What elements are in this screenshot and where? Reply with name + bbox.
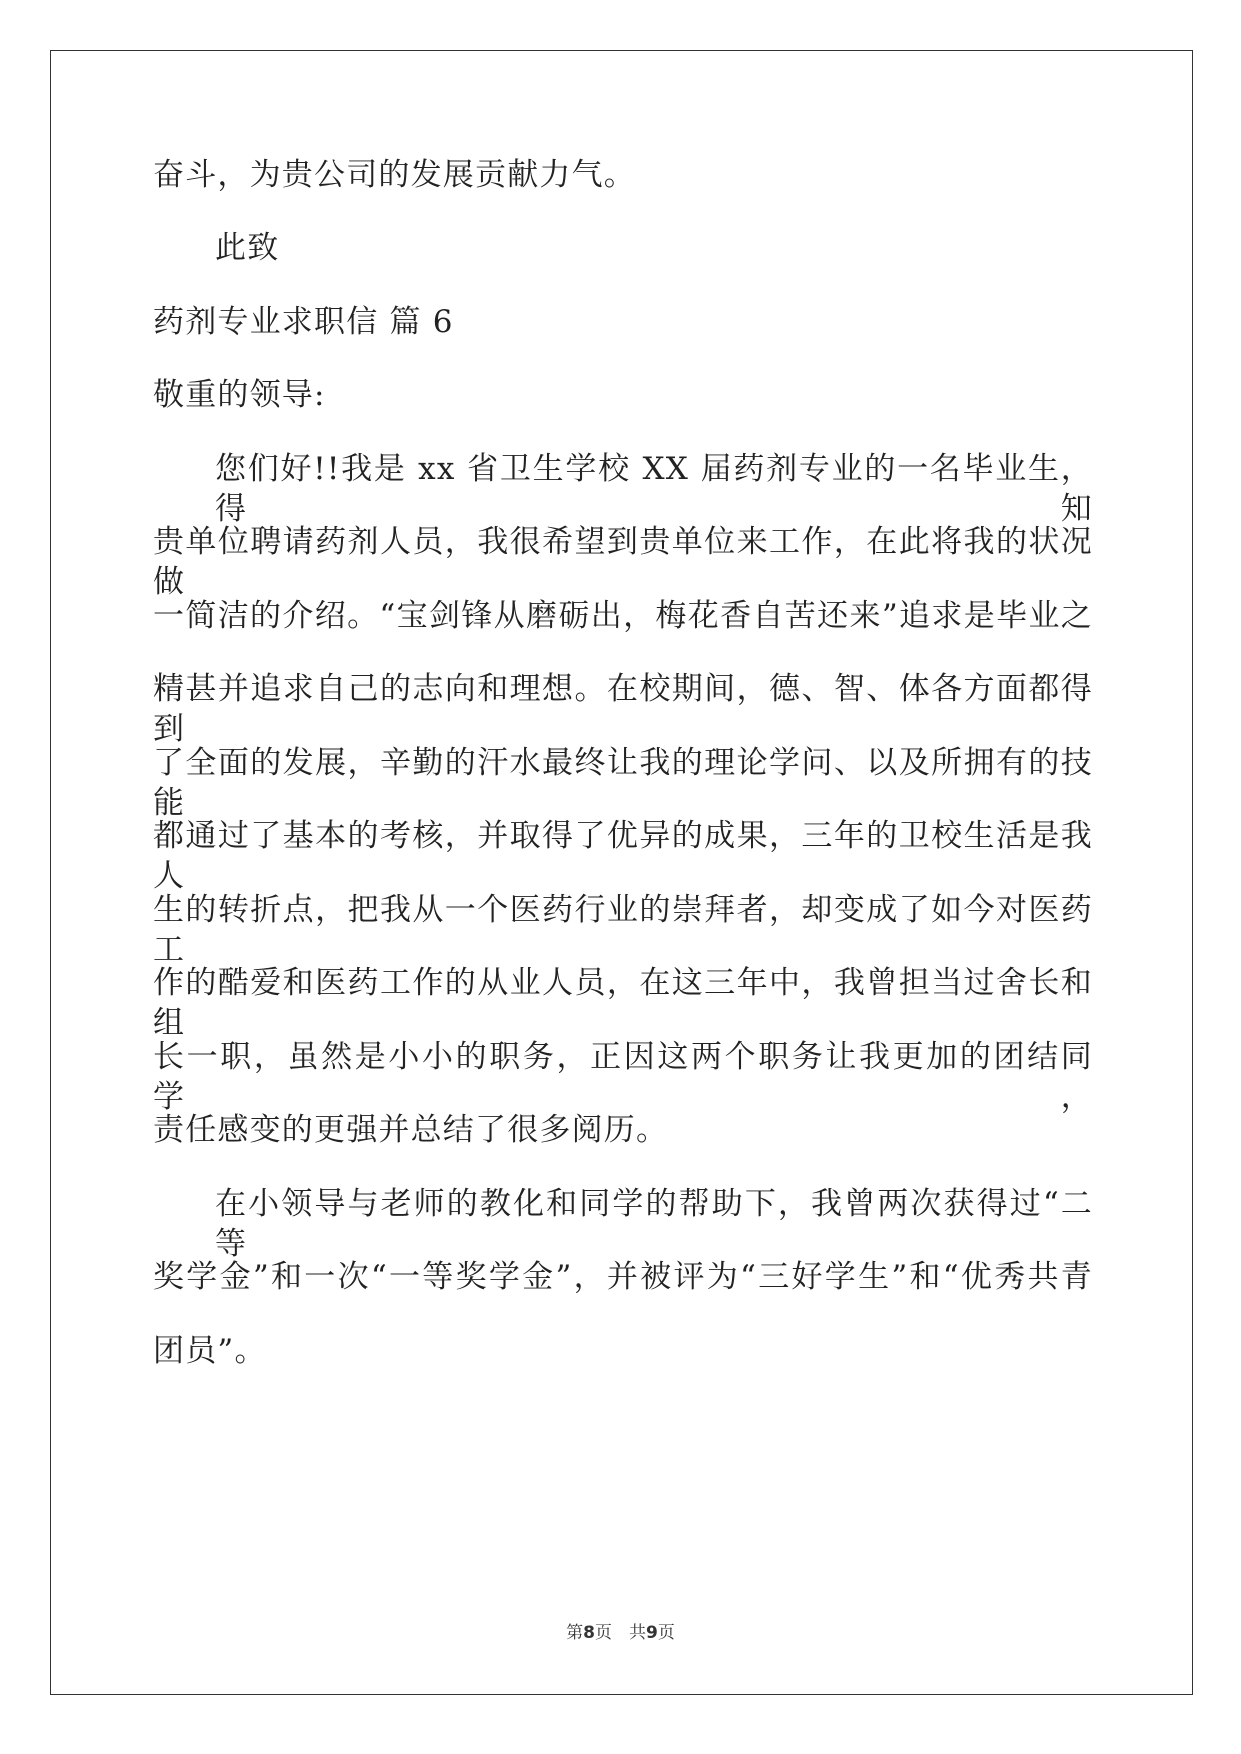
text-line: 生的转折点，把我从一个医药行业的崇拜者，却变成了如今对医药工 [153, 892, 1093, 968]
greeting: 敬重的领导: [153, 377, 326, 413]
text-line: 奖学金”和一次“一等奖学金”，并被评为“三好学生”和“优秀共青 [153, 1259, 1093, 1295]
total-page-number: 9 [646, 1623, 658, 1643]
footer-suffix: 页 [657, 1623, 675, 1643]
text-line: 精甚并追求自己的志向和理想。在校期间，德、智、体各方面都得到 [153, 671, 1093, 747]
text-line: 责任感变的更强并总结了很多阅历。 [153, 1112, 669, 1148]
text-line: 一简洁的介绍。“宝剑锋从磨砺出，梅花香自苦还来”追求是毕业之 [153, 598, 1093, 634]
text-line: 贵单位聘请药剂人员，我很希望到贵单位来工作，在此将我的状况做 [153, 524, 1093, 600]
text-line: 都通过了基本的考核，并取得了优异的成果，三年的卫校生活是我人 [153, 818, 1093, 894]
footer-mid: 页 共 [595, 1623, 646, 1643]
text-line: 您们好!!我是 xx 省卫生学校 XX 届药剂专业的一名毕业生，得知 [215, 451, 1093, 527]
page-footer [0, 1618, 1241, 1643]
text-line: 了全面的发展，辛勤的汗水最终让我的理论学问、以及所拥有的技能 [153, 745, 1093, 821]
text-line: 在小领导与老师的教化和同学的帮助下，我曾两次获得过“二等 [215, 1186, 1093, 1262]
footer-prefix: 第 [566, 1623, 584, 1643]
current-page-number: 8 [583, 1623, 595, 1643]
salutation-closing: 此致 [215, 230, 280, 266]
text-line: 奋斗，为贵公司的发展贡献力气。 [153, 157, 636, 193]
text-line: 作的酷爱和医药工作的从业人员，在这三年中，我曾担当过舍长和组 [153, 965, 1093, 1041]
text-line: 长一职，虽然是小小的职务，正因这两个职务让我更加的团结同学， [153, 1039, 1093, 1115]
text-line: 团员”。 [153, 1333, 267, 1369]
section-heading: 药剂专业求职信 篇 6 [153, 304, 454, 340]
